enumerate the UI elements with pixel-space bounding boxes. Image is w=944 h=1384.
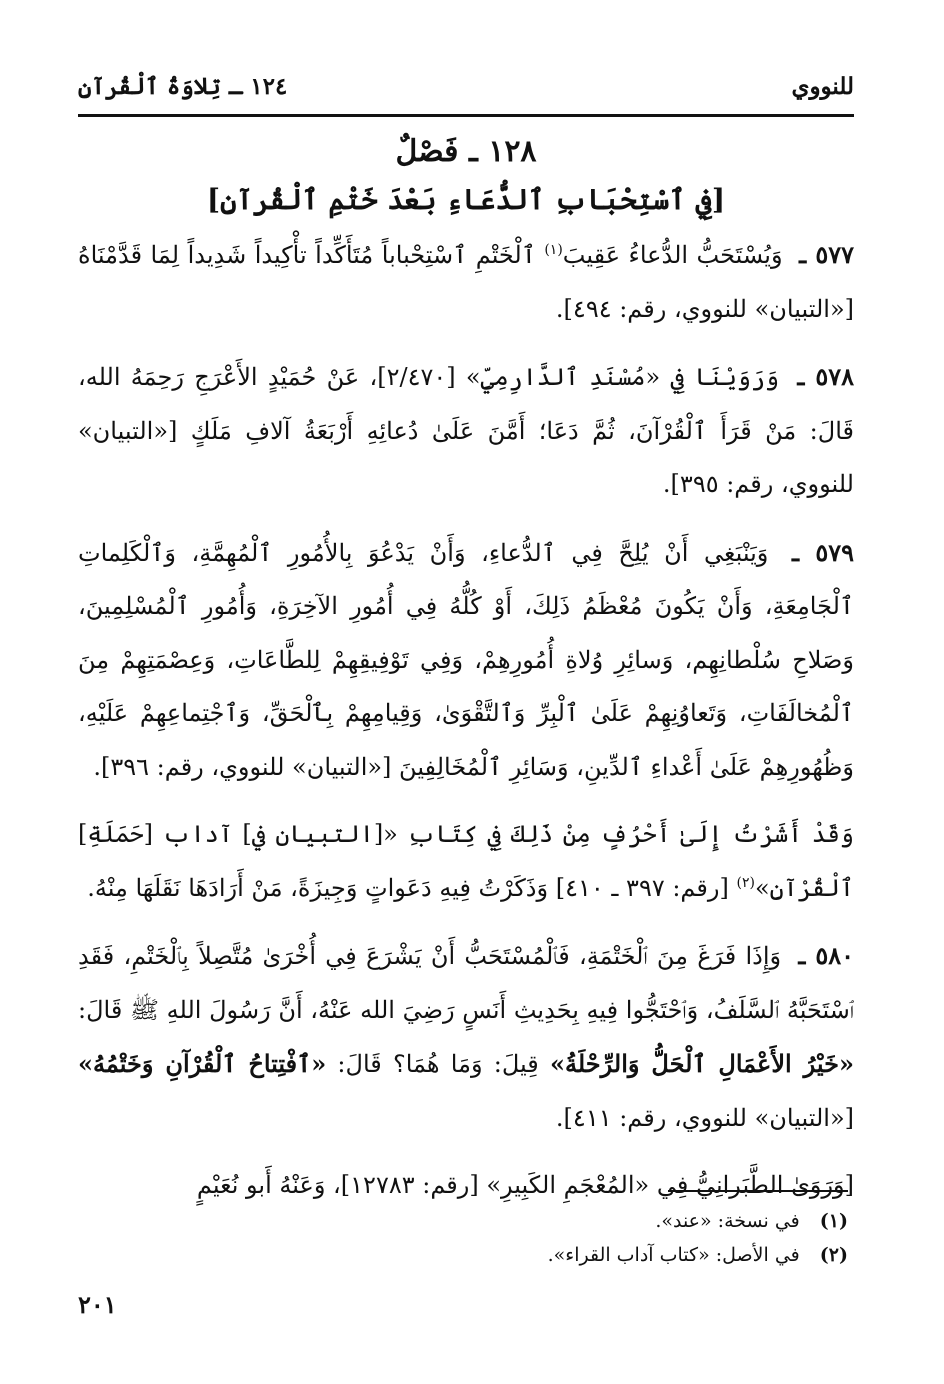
paragraph-text: وَقَدْ أَشَرْتُ إِلَىٰ أَحْرُفٍ مِنْ ذَلِكَ فِي كِتَابِ «[التبيان في] آداب [حَمَلَةِ] ٱلْقُرْآنِ»: [78, 820, 854, 902]
header-author: للنووي: [791, 72, 854, 100]
footnote-marker[interactable]: (١): [544, 242, 563, 258]
header-divider: [78, 114, 854, 117]
page-number: ٢٠١: [78, 1290, 117, 1319]
header-chapter: ١٢٤ ـ تِلاوَةُ ٱلْقُرآنِ: [78, 72, 288, 100]
paragraph-text: وَرَوَيْنَا فِي «مُسْنَدِ ٱلدَّارِمِيِّ» [٢/٤٧٠]، عَنْ حُمَيْدٍ الأَعْرَجِ رَحِمَهُ الله، قَالَ: مَنْ قَرَأَ ٱلْقُرْآنَ، ثُمَّ دَعَا؛ أَمَّنَ عَلَىٰ دُعائِهِ أَرْبَعَةُ آلافِ مَلَكٍ [«التبيان» للنووي، رقم: ٣٩٥].: [78, 363, 854, 498]
section-number: ١٢٨ ـ فَصْلٌ: [395, 134, 537, 169]
paragraph-number: ٥٧٨ ـ: [797, 362, 855, 391]
paragraph-text: [رقم: ٣٩٧ ـ ٤١٠] وَذَكَرْتُ فِيهِ دَعَواتٍ وَجِيزَةً، مَنْ أَرَادَهَا نَقَلَهَا مِنْهُ.: [87, 873, 737, 902]
section-heading: [78, 128, 854, 224]
paragraph-reference: [78, 808, 854, 915]
paragraph-number: ٥٧٩ ـ: [791, 537, 855, 567]
paragraph-578: [78, 350, 854, 512]
paragraph-577: [78, 228, 854, 336]
footnote-1: [78, 1204, 848, 1238]
footnote-text: في الأصل: «كتاب آداب القراء».: [547, 1244, 800, 1266]
paragraph-579: [78, 526, 854, 795]
paragraph-number: ٥٨٠ ـ: [798, 941, 854, 970]
footnote-number: (١): [819, 1210, 848, 1232]
paragraph-text: قِيلَ: وَمَا هُمَا؟ قَالَ:: [326, 1050, 550, 1078]
footnote-2: [78, 1238, 848, 1272]
footnote-marker[interactable]: (٢): [736, 874, 755, 891]
footnotes: [78, 1204, 848, 1272]
paragraph-text: [وَرَوَىٰ الطَّبَرانِيُّ فِي «المُعْجَمِ الكَبِيرِ» [رقم: ١٢٧٨٣]، وَعَنْهُ أَبو نُعَيْمٍ: [196, 1171, 854, 1199]
paragraph-text: [«التبيان» للنووي، رقم: ٤١١].: [555, 1103, 854, 1132]
running-header: [78, 66, 854, 106]
paragraph-580: [78, 929, 854, 1145]
footnote-number: (٢): [819, 1244, 848, 1266]
paragraph-text: وَيُسْتَحَبُّ الدُّعاءُ عَقِيبَ: [562, 241, 783, 269]
hadith-quote: «خَيْرُ الأَعْمَالِ ٱلْحَلُّ وَالرِّحْلَةُ»: [549, 1049, 854, 1078]
footnote-divider: [668, 1190, 848, 1192]
main-text: [78, 228, 854, 1227]
paragraph-text: ٱلْخَتْمِ ٱسْتِحْباباً مُتَأَكِّداً تأْكِيداً شَدِيداً لِمَا قَدَّمْنَاهُ [«التبيان» للنووي، رقم: ٤٩٤].: [78, 241, 854, 323]
paragraph-number: ٥٧٧ ـ: [799, 240, 854, 269]
section-subtitle: [فِي ٱسْتِحْبَابِ ٱلدُّعَاءِ بَعْدَ خَتْمِ ٱلْقُرآنِ]: [206, 183, 726, 216]
footnote-text: في نسخة: «عند».: [655, 1210, 800, 1232]
paragraph-text: وَإِذَا فَرَغَ مِنَ ٱلْخَتْمَةِ، فَٱلْمُسْتَحَبُّ أَنْ يَشْرَعَ فِي أُخْرَىٰ مُتَّصِلاً بِٱلْخَتْمِ، فَقَدِ ٱسْتَحَبَّهُ ٱلسَّلَفُ، وَٱحْتَجُّوا فِيهِ بِحَدِيثِ أَنَسٍ رَضِيَ الله عَنْهُ، أَنَّ رَسُولَ اللهِ ﷺ قَالَ:: [78, 942, 854, 1024]
hadith-quote: «ٱفْتِتاحُ ٱلْقُرْآنِ وَخَتْمُهُ»: [78, 1049, 327, 1078]
paragraph-text: وَيَنْبَغِي أَنْ يُلِحَّ فِي ٱلدُّعاءِ، وَأَنْ يَدْعُوَ بِالأُمُورِ ٱلْمُهِمَّةِ، وَٱلْكَلِماتِ ٱلْجَامِعَةِ، وَأَنْ يَكُونَ مُعْظَمُ ذَلِكَ، أَوْ كُلُّهُ فِي أُمُورِ الآخِرَةِ، وَأُمُورِ ٱلْمُسْلِمِينَ، وَصَلاحِ سُلْطانِهِم، وَسائِرِ وُلاةِ أُمُورِهِمْ، وَفِي تَوْفِيقِهِمْ لِلطَّاعَاتِ، وَعِصْمَتِهِمْ مِنَ ٱلْمُخالَفَاتِ، وَتَعاوُنِهِمْ عَلَىٰ ٱلْبِرِّ وَٱلتَّقْوَىٰ، وَقِيامِهِمْ بِٱلْحَقِّ، وَٱجْتِماعِهِمْ عَلَيْهِ، وَظُهُورِهِمْ عَلَىٰ أَعْداءِ ٱلدِّينِ، وَسَائِرِ ٱلْمُخَالِفِينَ [«التبيان» للنووي، رقم: ٣٩٦].: [78, 538, 854, 781]
